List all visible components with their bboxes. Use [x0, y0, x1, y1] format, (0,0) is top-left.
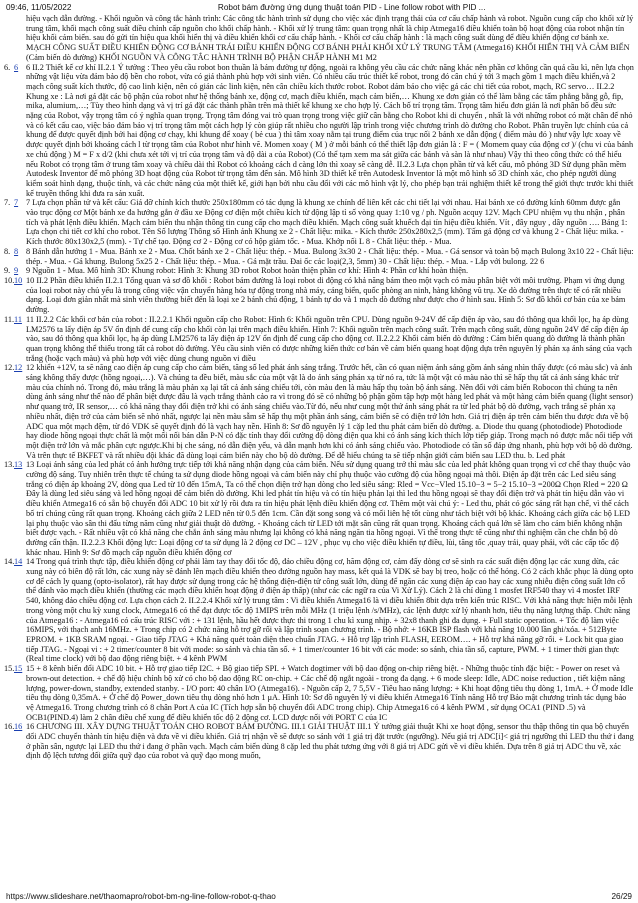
numbered-list [4, 63, 634, 762]
item-number: 16. [4, 722, 15, 732]
list-item [4, 315, 634, 364]
list-item [4, 276, 634, 315]
item-number: 13. [4, 460, 15, 470]
list-item [4, 557, 634, 664]
item-text: 14 Trong quá trình thực tập, điều khiển động cơ phải làm tay thay đổi tốc độ, đảo chiều động cơ, hãm động cơ, cảm đấy dòng cơ sẽ sinh ra các suất điện động lạc các xung dừa, các xung này có biên độ rất lớn, các xung này sẽ đánh lên mạch điều khiển theo đường nguồn hay mass, kết quả là VDK sẽ bay bị treo, hoặc có thể hỏng. Có 2 cách khắc phục là dùng opto cơ để cách ly quang (opto-isolator), rất hay được sử dụng trong các hệ thống điện-điện tử công suất lớn, dùng để ngăn các xung điện áp cao hay các xung nhiễu điện công suất lớn cổ thể đánh vào mạch điều khiển (thường các mạch điều khiển hoạt động ở điện áp thấp) (như các các ngữ ra của Vi Xử Lý). Cách 2 là chỉ dùng 1 mosfet IRF540 thay vì 4 mosfet IRF 540, không đảo chiều động cơ. Lựa chọn cách 2. II.2.2.4 Khối xử lý trung tâm : Vi điều khiển Atmega16 là vi điều khiển 8bit dựa trên kiến trúc RISC. Với khả năng thực hiện mỗi lệnh trong vòng một chu kỳ xung clock, Atmega16 có thể đạt được tốc độ 1MIPS trên mỗi MHz (1 triệu lệnh /s/MHz), các lệnh được xử lý nhanh hơn, tiêu thụ năng lượng thấp. Chức năng của Atmega16 : - Atmega16 có cấu trúc RISC với : + 131 lệnh, hầu hết được thực thi trong 1 chu kì xung nhịp. + 32x8 thanh ghi đa dụng. + Full static operation. + Tốc độ làm việc 16MIPS, với thạch anh 16MHz. + Trong chip có 2 chức năng hỗ trợ gỡ rối và lập trình soạn chương trình. - Bộ nhớ: + 16KB ISP flash với khả năng 10.000 lần ghi/xóa. + 512Byte EPROM. + 1KB SRAM ngoại. - Giao tiếp JTAG + Khả năng quét toàn diện theo chuẩn JTAG. + Hỗ trợ lập trình FLASH, EEROM…. + Hỗ trợ khả năng gỡ rối. + Lock bit qua giao tiếp JTAG. - Ngoại vi : + 2 timer/counter 8 bit với mode: so sánh và chia tần số. + 1 timer/counter 16 bit với các mode: so sánh, chia tần số, capture, PWM. + 1 timer thời gian thực (Real time clock) với bộ dao động riêng biệt. + 4 kênh PWM [26, 557, 634, 664]
item-number: 14. [4, 557, 15, 567]
slide-link[interactable]: 16 [14, 722, 23, 732]
list-item [4, 198, 634, 247]
slide-link[interactable]: 11 [14, 314, 22, 324]
footer-url[interactable]: https://www.slideshare.net/thaomapro/robot-bm-ng-line-follow-robot-q-thao [6, 891, 276, 901]
item-text: 11 II.2.2 Các khối cơ bản của robot : II.2.2.1 Khối nguồn cấp cho Robot: Hình 6: Khối nguồn trên CPU. Dùng nguồn 9-24V để cấp điện áp vào, sau đó thông qua khối lọc, hạ áp dùng LM2576 ta lấy điện áp 5V ổn định để cung cấp cho khối còn lại trên mạch điều khiển. Hình 7: Khối nguồn trên mạch công suất. Trên mạch công suất, dùng nguồn 24V để cấp điện áp vào, sau đó thông qua khối lọc, hạ áp dùng LM2576 ta lấy điện áp 12V ổn định để cung cấp cho động cơ. II.2.2.2 Khối cảm biến dò đường : Cảm biến quang dò đường là thành phần quan trọng không thể thiếu trong tất cả robot dò đường. Yêu cầu sinh viên có được những kiến thức cơ bản về cảm biến quang hoạt động dựa trên nguyên lý phản xạ ánh sáng của vạch trắng (hoặc vạch màu) và phù hợp với việc dùng chung nguồn vi điều [26, 314, 633, 363]
item-text: 12 khiển +12V, ta sẽ năng cao điện áp cung cấp cho cảm biến, tăng số led phát ánh sáng trắng. Trước hết, cần có quan niệm ánh sáng gồm ánh sáng nhìn thấy được (có màu sắc) và ánh sáng không thấy được (hồng ngoại,…). Và chúng ta đều biết, màu sắc của một vật là do ánh sáng phản xạ từ nó ra, tức là một vật có màu nào thì sẽ hấp thụ tất cả ánh sáng khác trừ màu của chính nó. Trong đó, màu trắng là màu phản xạ lại tất cả ánh sáng chiếu tới, còn màu đen là màu hấp thụ toàn bộ ánh sáng. Nên đối với cảm biến Robocon thì chúng ta nên dùng ánh sáng như thế nào để phân biệt được đâu là vạch trắng thành cảo ra vì trong đó sẽ có những bộ phận gồm tập hợp một hàng led phát và một hàng cảm biến quang (light sensor) như quang trở, IR sensor,… có khả năng thay đổi điện trở khi có ánh sáng chiếu vào.Từ đó, nếu như cung một thứ ánh sáng phát ra từ led phát bộ dò đường, vạch trắng sẽ phản xạ nhiều nhất, điện trở của cảm biến sẽ nhỏ nhất, ngược lại nền màu sẫm sẽ hấp thụ một phần ánh sáng, cảm biến sẽ có điện trở lớn hơn. Giá trị điện áp trên cảm biến thu được đưa về bộ ADC qua một mạch đệm, từ đó VDK sẽ quyết định đó là vạch hay nền. Hình 8: Sơ đồ nguyên lý 1 cặp led thu phát cảm biến dò đường. a. Diode thu quang (photodiode) Photodiode hay diode hồng ngoại thực chất là một mối nối bán dẫn P-N có đặc tính thay đổi cường độ dòng điện qua khi có ánh sáng kích thích lớp tiếp giáp. Trong mạch nó được mắc nối tiếp với một điện trở lớn và mắc phân cực ngược.Khi bị che sáng, nó dẫn điện yếu, và dẫn mạnh hơn khi có ánh sáng chiếu vào. Photodiode có tần số đáp ứng nhanh, phù hợp với bộ dò đường. Và trên thực tế BKFET và rất nhiều đội khác đã dùng loại cảm biến này cho bộ dò đường. Để dễ hiểu chúng ta sẽ tiếp nhận giới cảm biến sau LED thu. b. Led phát [26, 363, 634, 460]
item-number: 6. [4, 62, 11, 72]
item-text: 9 Nguồn 1 - Mua. Mô hình 3D: Khung robot: Hình 3: Khung 3D robot Robot hoàn thiện phần cơ khí: Hình 4: Phần cơ khí hoàn thiện. [26, 266, 469, 276]
slide-link[interactable]: 15 [14, 664, 23, 674]
item-number: 15. [4, 664, 15, 674]
page-footer [0, 889, 638, 903]
slide-link[interactable]: 14 [14, 557, 23, 567]
footer-page-number: 26/29 [611, 891, 632, 901]
slide-link[interactable]: 12 [14, 363, 23, 373]
item-number: 7. [4, 198, 11, 208]
list-item [4, 722, 634, 761]
page-header [0, 0, 638, 14]
item-text: 7 Lựa chọn phần tử và kết cấu: Giá đỡ chính kích thước 250x180mm có tác dụng là khung xe chính để liên kết các chi tiết lại với nhau. Hai bánh xe có đường kính 60mm được gắn vào trục động cơ Một bánh xe đa hướng gắn ở đầu xe Động cơ điện một chiều kích từ động lập tỉ số vòng quay 1:10 vg / ph. Nguồn acquy 12V. Mạch CPU nhiệm vụ thu nhận , phân tích và phát lệnh điều khiển. Mạch cảm biến thu nhận thông tin cung cấp cho mạch điều khiển. Mạch công suất khuếch đại tín hiệu điều khiển. Vít , đây nguy , dây nguồn …. Bảng 1: Lựa chọn chi tiết cơ khí cho robot. Tên Số lượng Thông số Hình ảnh Khung xe 2 - Chất liệu: mika. - Kích thước 250x280x2,5 (mm). Tấm gá động cơ và khung 2 - Chất liệu: mika. - Kích thước 80x130x2,5 (mm). - Tự chế tạo. Động cơ 2 - Động cơ có hộp giảm tốc. - Mua. Khớp nối L 8 - Chất liệu: thép. - Mua. [26, 198, 628, 247]
item-text: 16 CHƯƠNG III. XÂY DỰNG THUẬT TOÁN CHO ROBOT BÁM ĐƯỜNG. III.1 GIẢI THUẬT III.1 Ý tưởng giải thuật Khi xe hoạt động, sensor thu thập thông tin qua bộ chuyển đổi ADC chuyển thành tín hiệu điện và đưa về vi điều khiển. Giá trị nhận về sẽ được so sánh với 1 giá trị đặt trước (ngưỡng). Nếu giá trị ADC[i]< giá trị ngưỡng thì LED thu thứ i đang ở phần sân, ngược lại LED thu thứ i đang ở phần vạch. Mạch cảm biến dùng 8 cặp led thu phát tương ứng với 8 giá trị ADC gửi về vi điều khiển. Dựa trên 8 giá trị ADC thu về, xác định độ lệch tương đối giữa quỹ đạo của robot và quỹ đạo mong muốn, [26, 722, 634, 761]
list-item [4, 664, 634, 722]
slide-link[interactable]: 7 [14, 198, 19, 208]
list-item [4, 460, 634, 557]
item-text: 8 Bánh dẫn hướng 1 - Mua. Bánh xe 2 - Mua. Chốt bánh xe 2 - Chất liệu: thép. - Mua. Bulong 3x30 2 - Chất liệu: thép. - Mua. - Gá sensor và toàn bộ mạch Bulong 3x10 22 - Chất liệu: thép. - Mua. - Gá khung. Bulong 5x25 2 - Chất liệu: thép. - Mua. - Gá mặt trầu. Đai ốc các loại(2,3, 5mm) 30 - Chất liệu: thép. - Mua. - Lắp với bulong. 22 6 [26, 246, 634, 266]
list-item [4, 247, 634, 266]
slide-link[interactable]: 8 [14, 246, 19, 256]
document-body [4, 14, 634, 885]
item-number: 8. [4, 246, 11, 256]
slide-link[interactable]: 6 [14, 62, 19, 72]
item-number: 12. [4, 363, 15, 373]
item-number: 9. [4, 266, 11, 276]
item-number: 11. [4, 314, 15, 324]
item-text: 13 Loại ánh sáng của led phát có ảnh hưởng trực tiếp tới khả năng nhận dạng của cảm biến. Nếu sử dụng quang trở thì màu sắc của led phát không quan trọng vì cơ chế thay thuộc vào cường độ sáng. Tuy nhiên trên thực tế chúng ta sử dụng diode hồng ngoại và cảm biến này chỉ phụ thuộc vào cường độ của hồng ngoại mà thôi. Điện áp đặt trên các Led siêu sáng trắng có điện áp khoảng 2V, dòng qua Led từ 10 đến 15mA, Ta có thể chọn điện trở hạn dòng cho led siêu sáng: Rled = Vcc−Vled 15.10−3 = 5−2 15.10−3 =200Ω Chọn Rled = 220 Ω Đây là dùng led siêu sáng và led hồng ngoại để cảm biến dò đường. Khi led phát tín hiệu và có tín hiệu phản lại thì led thu hồng ngoại sẽ thay đổi điện trở và phát tín hiệu dẫn vào vi điều khiển Atmega16 có sẵn bộ chuyển đổi ADC 10 bit xử lý rồi đưa ra tín hiệu phát lệnh điều khiển động cơ. Thêm một vài chú ý: - Led thu, phát có góc sáng rất hạn chế, vì thế cách bố trí chúng cũng rất quan trọng. Khoảng cách giữa 2 LED nên từ 0.5 đến 1cm. Cần đặt song song và có mối liên hệ tốt cùng như tách biệt với bộ khác. Khoảng cách giữa các bộ LED lại phụ thuộc vào sân thi đấu từng năm cũng như giải thuật dò đường. - Khoảng cách từ LED tới mặt sân cũng rất quan trọng. Khoảng cách quá lớn sẽ làm cho cảm biến không nhận biết được vạch. - Rất nhiều vật có khả năng che chắn ánh sáng màu nhưng lại không có khả năng ngăn tia hồng ngoại. Vì thế trong thực tế cũng như thi nghiệm cần che chắn bộ dò đường cẩn thận. II.2.2.3 Khối động lực: Loại động cơ ta sử dụng là 2 động cơ DC – 12V , phục vụ cho việc điều khiển tự điều, lùi, tăng tốc ,quay trái, quay phải, với các cấp tốc độ khác nhau. Hình 9: Sơ đồ mạch cấp nguồn điều khiển động cơ [26, 460, 631, 557]
list-item [4, 63, 634, 199]
slide-link[interactable]: 9 [14, 266, 19, 276]
item-number: 10. [4, 275, 15, 285]
item-text: 15 + 8 kênh biến đổi ADC 10 bit. + Hỗ trợ giao tiếp I2C. + Bộ giao tiếp SPI. + Watch dogtimer với bộ dao động on-chip riêng biệt. - Những thuộc tính đặc biệt: - Power on reset và brown-out detection. + chế độ hiệu chỉnh bộ xử có cho bộ dao động RC on-chip. + Các chế độ ngắt ngoài - trong đa dạng. + 6 mode sleep: Idle, ADC noise reduction , tiết kiệm năng lượng, power-down, standby, extended stanby. - I/O port: 40 chân I/O (Atmega16). - Nguồn cấp 2, 7 5,5V - Tiêu hao năng lượng: + Khi hoạt động tiêu thụ dòng 1, 1mA. + Ở mode Idle tiêu thụ dòng 0,35mA. + Ở chế độ Power_down tiêu thụ dòng nhỏ hơn 1 μA. Hình 10: Sơ đồ nguyên lý vi điều khiển Atmega16 Tính năng Hỗ trợ Bảo mật chương trình tác dụng bảo vệ Atmega16. Trong chương trình có 8 chân Port A của IC (Tích hợp sẵn bộ chuyển đổi ADC trong chip). Chip Atmega16 có 4 kênh PWM , sử dụng OCA1 (PIND .5) và OCB1(PIND.4) làm 2 chân điều chế xung để điều khiển tốc độ 2 động cơ. LCD được nối với PORT C của IC [26, 664, 634, 722]
item-text: 10 II.2 Phần điều khiển II.2.1 Tổng quan và sơ đồ khối : Robot bám đường là loại robot di động có khả năng bám theo một vạch có màu phân biệt với môi trường. Phạm vi ứng dụng của loại robot này chủ yếu là trong công việc vận chuyển hàng hóa tự động trong nhà máy, cảng biển, quốc phòng an ninh, hàng không vũ trụ. Xe dò đường trên thực tế có rất nhiều dạng. Loại đơn giản nhất mà sinh viên thường biết đến là loại xe 2 bánh chủ động, 1 bánh tự do và 1 mạch dò đường như được cho ở hình sau. Hình 5: Sơ đồ khối cơ bản của xe bám đường. [26, 275, 626, 315]
slide-link[interactable]: 13 [14, 460, 23, 470]
header-title: Robot bám đường ứng dụng thuật toán PID - Line follow robot with PID ... [217, 2, 486, 12]
intro-paragraph: hiệu vạch dẫn đường. - Khối nguồn và công tắc hành trình: Các công tắc hành trình sử dụng cho việc xác định trạng thái của cơ cấu chấp hành và robot. Nguồn cung cấp cho khối xử lý trung tâm, khối mạch công suất điều chỉnh cấp nguồn cho khối chấp hành. - Khối xử lý trung tâm: quan trọng nhất là chip Atmega16 điều khiển toàn bộ hoạt động của robot nhận tín hiệu khối cảm biến. sau đó gửi tín hiệu qua khối hiển thị và điều khiển khối cơ cấu chấp hành. - Khối cơ cấu chấp hành : là mạch công suất dùng để điều khiển động cơ bánh xe. MẠCH CÔNG SUẤT ĐIỀU KHIỂN ĐỘNG CƠ BÁNH TRÁI ĐIỀU KHIỂN ĐỘNG CƠ BÁNH PHẢI KHỐI XỬ LÝ TRUNG TÂM (Atmega16) KHỐI HIỂN THỊ VÀ CẢM BIẾN (Cảm biến dò đường) KHỐI NGUỒN VÀ CÔNG TẮC HÀNH TRÌNH BỘ PHẬN CHẤP HÀNH M1 M2 [26, 14, 634, 62]
item-text: 6 II.2 Thiết kế cơ khí II.2.1 Ý tưởng : Theo yêu cầu robot bon thuần là bám đường tự động, ngoài ra không yêu cầu các chức năng khác nên phần cơ không cần quá cầu kì, nên lựa chọn những vật liệu vừa đảm bảo độ bền cho robot, vừa có giá thành phù hợp với sinh viên. Có nhiều cấu trúc thiết kế robot, trong đó cân chú ý tới 3 mạch gồm 1 mạch điều khiển,và 2 mạch công suất kích thước, độ cao linh kiện, nên có giản các linh kiện, nên cân chiều kích thước robot. Robot dám bảo cho việc gá các chi tiết của robot, mạch, RC servo… II.2.2 Khung xe : Là nơi gá đặt các bộ phận của robot như hệ thống bánh xe, động cơ, mạch điều khiển, mạch cảm biến,… Khung xe đơn giản có thể làm bằng các tấm phẳng bằng gỗ, fip, mika, alumium,…; Tùy theo hình dạng và vị trí gá đặt các thành phần trên mà thiết kế khung xe cho hợp lý. Cách bố trí trọng tâm. Trọng tâm hiểu đơn giản là nơi phân bố đều sức nặng của Robot, vậy trọng tâm có ý nghĩa quan trọng. Trọng tâm đóng vai trò quan trọng trong việc giữ cân bằng cho Robot khi di chuyển , nhất là với những robot có mặt chân đế nhỏ và có kết cấu cao, việc bảo đảm bảo vị trí trọng tâm một cách hợp lý còn giúp rất nhiều cho người lập trình trong việc chương trình dò đường cho Robot. Phân truyền lực chính của cả khung để được quyết định bởi hai động cơ chạy, khi khung để xoay ( bẻ cua ) thì tâm xoay nằm tại trung điểm của trục nối 2 bánh xe dẫn động ( điểm màu đỏ ) như vậy lực xoay về được quyết định bởi khoảng cách l từ trọng tâm của Robot như hình vẽ. Momen xoay ( M ) ở mỗi bánh có thể thiết lập đơn giản là : F = ( Momem quay của động cơ )/ (chu vi của bánh xe chủ động ) M = F x d/2 (khi chưa xét tới vị trí của trọng tâm và độ dài a của Robot) (Có thể tạm xem ma sát giữa các bánh và sàn là như nhau) Vậy thì theo công thức có thể hiểu nếu Robot có trọng tâm ở trung tâm xoay và chiều dài thì Robot có khoảng cách d càng lớn thì xoay sẽ càng dễ. II.2.3 Lựa chọn phần từ và kết cấu, mô phỏng 3D Sử dụng phần mềm Autodesk Inventor để mô phỏng 3D hoạt động của Robot từ trọng tâm đến sản. Mô hình 3D thiết kế trên Autodesk Inventor là một mô hình số 3D chính xác, cho phép người dùng kiểm soát hình dạng, thuộc tính, và các chức năng của một thiết kế, giới hạn bởi nhu cầu đổi với các mô hình vật lý, cho phép bạn trải nghiệm thiết kế trong thế giới thực trước khi thiết kế truyền thống khi đưa ra sản xuất. [26, 62, 634, 198]
header-datetime: 09:46, 11/05/2022 [6, 2, 72, 12]
list-item [4, 266, 634, 276]
slide-link[interactable]: 10 [14, 275, 23, 285]
list-item [4, 363, 634, 460]
